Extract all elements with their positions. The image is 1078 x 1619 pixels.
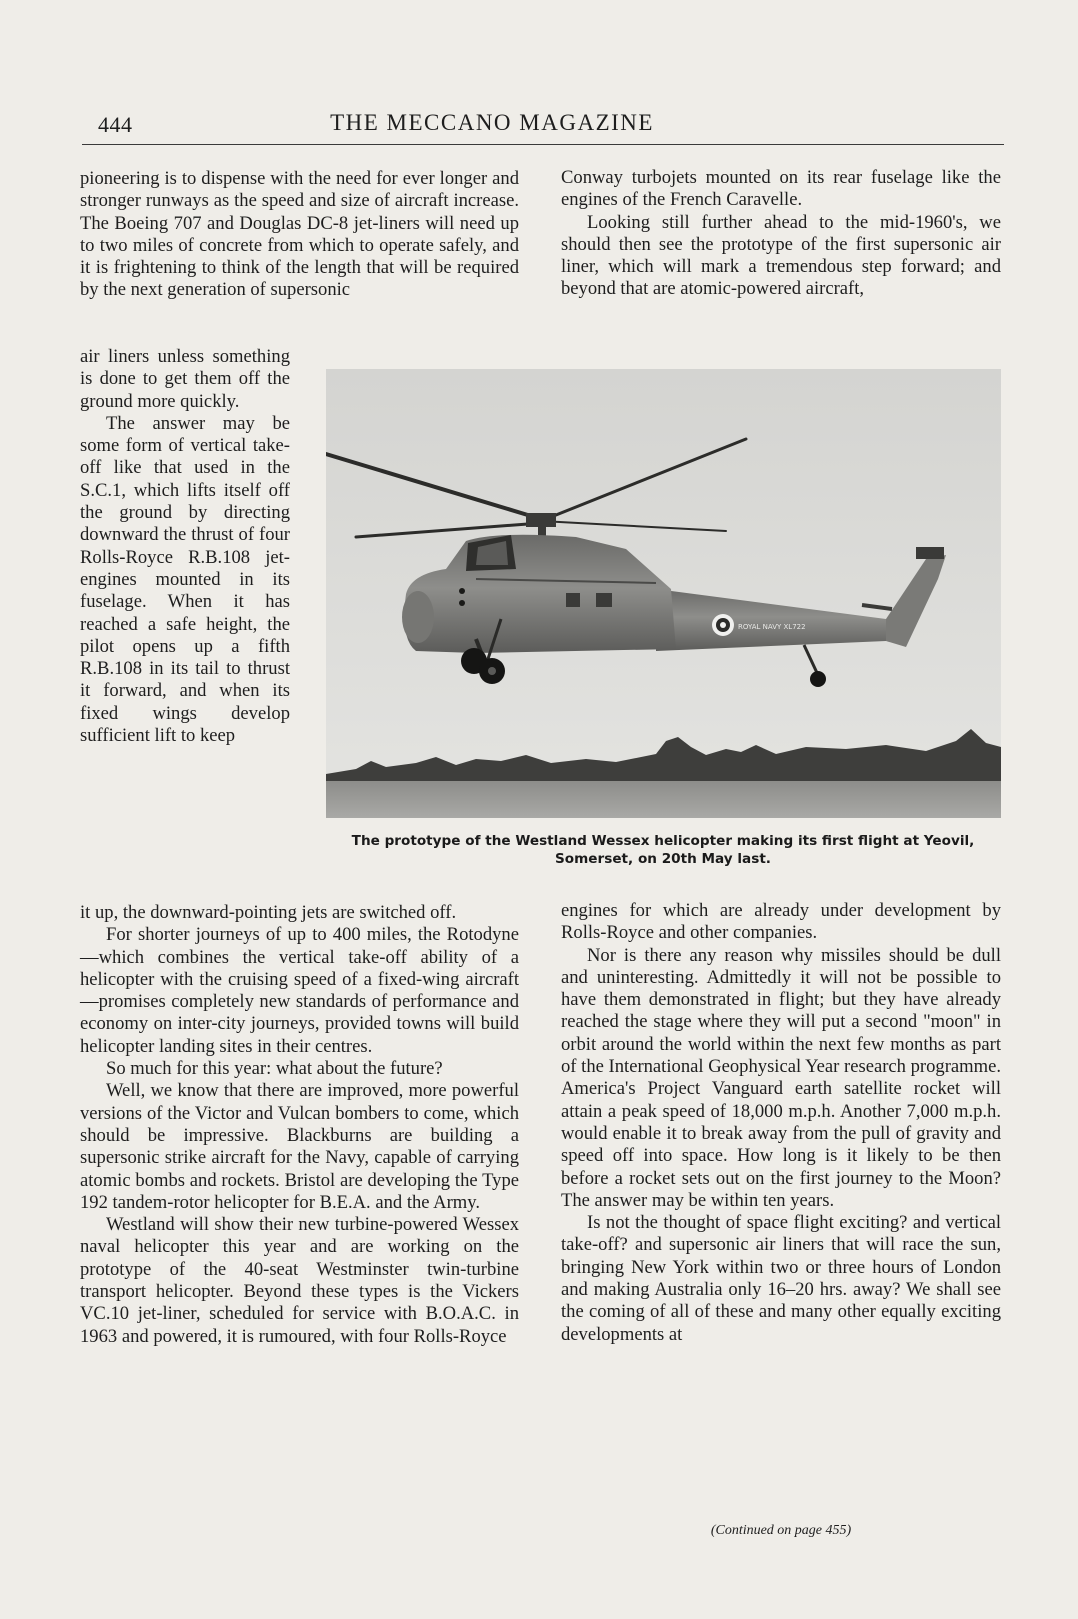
caption-line: The prototype of the Westland Wessex helicopter making its first flight at Yeovil, <box>351 833 975 849</box>
paragraph: air liners unless something is done to get them off the ground more quickly. <box>80 346 290 412</box>
paragraph: engines for which are already under development by Rolls-Royce and other companies. <box>561 900 1001 944</box>
paragraph: Well, we know that there are improved, more powerful versions of the Victor and Vulcan bombers to come, which should be impressive. Blackburns are building a supersonic strike aircraft for the Navy, capable of carrying atomic bombs and rockets. Bristol are developing the Type 192 tandem-rotor helicopter for B.E.A. and the Army. <box>80 1080 519 1213</box>
left-column-narrow-text <box>80 346 290 747</box>
paragraph: pioneering is to dispense with the need for ever longer and stronger runways as the speed and size of aircraft increase. The Boeing 707 and Douglas DC-8 jet-liners will need up to two miles of concrete from which to operate safely, and it is frightening to think of the length that will be required by the next generation of supersonic <box>80 168 519 301</box>
caption-line: Somerset, on 20th May last. <box>555 851 771 867</box>
page-header <box>82 104 1004 145</box>
right-column-top-text <box>561 167 1001 301</box>
paragraph: Is not the thought of space flight exciting? and vertical take-off? and supersonic air liners that will race the sun, bringing New York within two or three hours of London and making Australia only 16–20 hrs. away? We shall see the coming of all of these and many other equally exciting developments at <box>561 1212 1001 1345</box>
left-column-bottom-text <box>80 902 519 1348</box>
page-number: 444 <box>98 112 133 137</box>
paragraph: Looking still further ahead to the mid-1960's, we should then see the prototype of the first supersonic air liner, which will mark a tremendous step forward; and beyond that are atomic-powered aircraft, <box>561 211 1001 300</box>
left-column-top-text <box>80 168 519 302</box>
paragraph: Conway turbojets mounted on its rear fuselage like the engines of the French Caravelle. <box>561 167 1001 211</box>
paragraph: it up, the downward-pointing jets are switched off. <box>80 902 457 923</box>
right-column-bottom-text <box>561 900 1001 1346</box>
fuselage-marking: ROYAL NAVY XL722 <box>738 623 806 631</box>
continued-note: (Continued on page 455) <box>710 1523 852 1538</box>
paragraph: Nor is there any reason why missiles should be dull and uninteresting. Admittedly it will not be possible to have them demonstrated in flight; but they have already reached the stage where they will put a second "moon" in orbit around the world within the next few months as part of the International Geophysical Year research programme. America's Project Vanguard earth satellite rocket will attain a peak speed of 18,000 m.p.h. Another 7,000 m.p.h. would enable it to break away from the pull of gravity and speed off into space. How long is it likely to be then before a rocket sets out on the first journey to the Moon? The answer may be within ten years. <box>561 944 1001 1211</box>
helicopter-illustration <box>326 369 1001 818</box>
helicopter-photo <box>326 369 1001 818</box>
paragraph: So much for this year: what about the future? <box>106 1058 443 1080</box>
paragraph: Westland will show their new turbine-powered Wessex naval helicopter this year and are working on the prototype of the 40-seat Westminster twin-turbine transport helicopter. Beyond these types is the Vickers VC.10 jet-liner, scheduled for service with B.O.A.C. in 1963 and powered, it is rumoured, with four Rolls-Royce <box>80 1214 519 1347</box>
paragraph: The answer may be some form of vertical take-off like that used in the S.C.1, which lifts itself off the ground by directing downward the thrust of four Rolls-Royce R.B.108 jet-engines mounted in its fuselage. When it has reached a safe height, the pilot opens up a fifth R.B.108 in its tail to thrust it forward, and when its fixed wings develop sufficient lift to keep <box>80 412 290 747</box>
photo-caption <box>318 832 1008 868</box>
paragraph: For shorter journeys of up to 400 miles, the Rotodyne—which combines the vertical take-off ability of a helicopter with the cruising speed of a fixed-wing aircraft—promises completely new standards of performance and economy on inter-city journeys, provided towns will build helicopter landing sites in their centres. <box>80 924 519 1057</box>
magazine-title: THE MECCANO MAGAZINE <box>330 110 654 135</box>
